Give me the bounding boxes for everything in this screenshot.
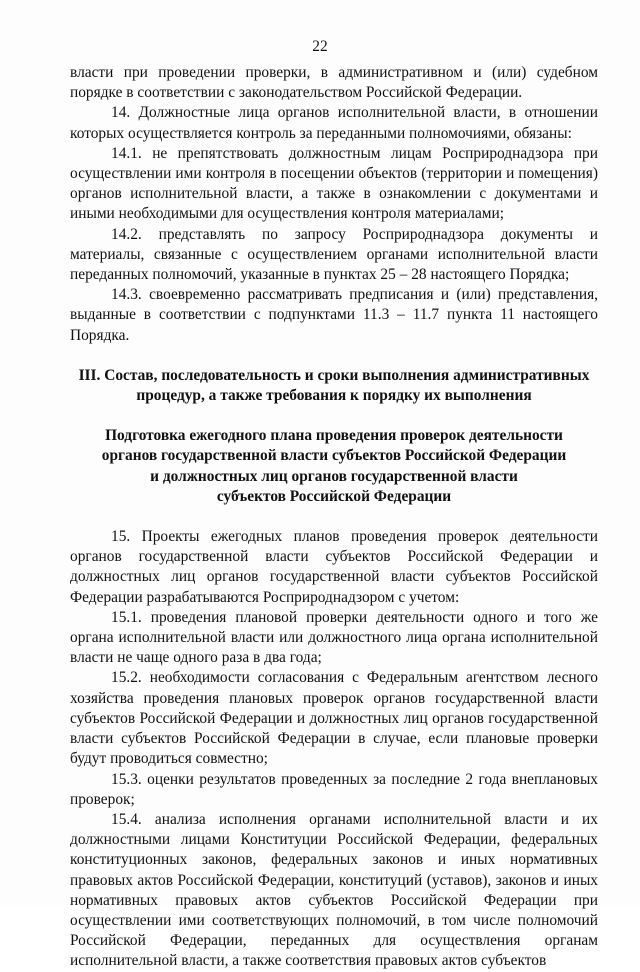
paragraph-15-1: 15.1. проведения плановой проверки деятельности одного и того же органа исполнительной власти или должностного лица органа исполнительной власти не чаще одного раза в два года; — [70, 608, 598, 667]
paragraph-14: 14. Должностные лица органов исполнительной власти, в отношении которых осуществляется контроль за переданными полномочиями, обязаны: — [70, 104, 598, 142]
subsection-heading-line: органов государственной власти субъектов Российской Федерации — [101, 447, 567, 465]
document-body — [70, 63, 598, 972]
paragraph-continuation: власти при проведении проверки, в административном и (или) судебном порядке в соответствии с законодательством Российской Федерации. — [70, 64, 598, 102]
page-number: 22 — [312, 38, 328, 55]
subsection-heading-line: и должностных лиц органов государственной власти — [150, 467, 518, 485]
paragraph-15: 15. Проекты ежегодных планов проведения проверок деятельности органов государственной власти субъектов Российской Федерации и должностных лиц органов государственной власти субъектов Российской Федерации разрабатываются Росприроднадзором с учетом: — [70, 528, 598, 606]
section-3-heading: III. Состав, последовательность и сроки выполнения административных процедур, а также требования к порядку их выполнения — [78, 366, 590, 405]
subsection-heading-line: субъектов Российской Федерации — [216, 487, 452, 505]
paragraph-15-4: 15.4. анализа исполнения органами исполнительной власти и их должностными лицами Конституции Российской Федерации, федеральных конституционных законов, федеральных законов и иных нормативных правовых актов Российской Федерации, конституций (уставов), законов и иных нормативных правовых актов субъектов Российской Федерации при осуществлении ими соответствующих полномочий, в том числе полномочий Российской Федерации, переданных для осуществления органам исполнительной власти, а также соответствия правовых актов субъектов — [70, 810, 598, 970]
paragraph-15-2: 15.2. необходимости согласования с Федеральным агентством лесного хозяйства проведения плановых проверок органов государственной власти субъектов Российской Федерации и должностных лиц органов государственной власти субъектов Российской Федерации в случае, если плановые проверки будут проводиться совместно; — [70, 669, 598, 768]
paragraph-14-1: 14.1. не препятствовать должностным лицам Росприроднадзора при осуществлении ими контроля в посещении объектов (территории и помещения) органов исполнительной власти, а также в ознакомлении с документами и иными необходимыми для осуществления контроля материалами; — [70, 144, 598, 223]
subsection-heading — [70, 426, 598, 507]
paragraph-15-3: 15.3. оценки результатов проведенных за последние 2 года внеплановых проверок; — [70, 770, 598, 808]
paragraph-14-2: 14.2. представлять по запросу Росприроднадзора документы и материалы, связанные с осуществлением органами исполнительной власти переданных полномочий, указанные в пунктах 25 – 28 настоящего Порядка; — [70, 225, 598, 284]
paragraph-14-3: 14.3. своевременно рассматривать предписания и (или) представления, выданные в соответствии с подпунктами 11.3 – 11.7 пункта 11 настоящего Порядка. — [70, 286, 598, 344]
subsection-heading-line: Подготовка ежегодного плана проведения проверок деятельности — [105, 427, 563, 445]
